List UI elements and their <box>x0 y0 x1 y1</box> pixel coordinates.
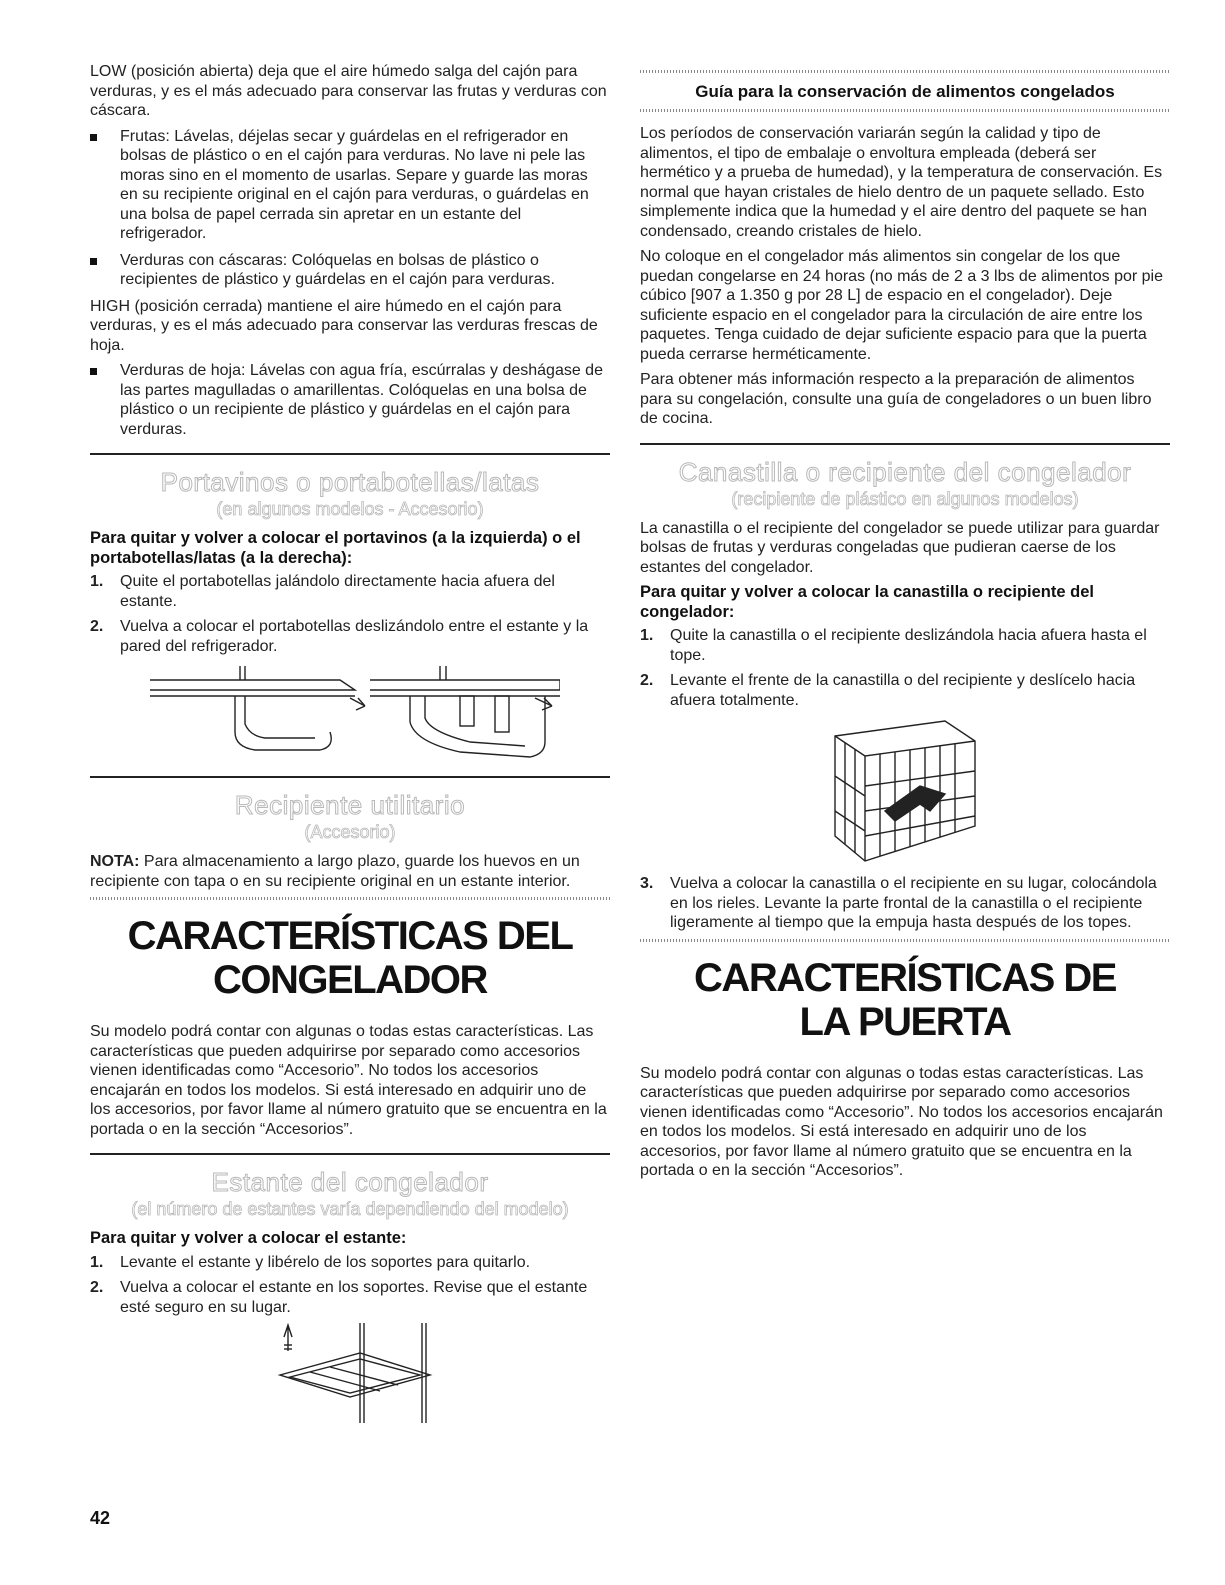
crisper-low-list <box>90 127 610 290</box>
freezer-features-intro: Su modelo podrá contar con algunas o todas estas características. Las características que pueden adquirirse por separado como accesorios vienen identificadas como “Accesorio”. No todos los accesorios encajarán en todos los modelos. Si está interesado en adquirir uno de los accesorios, por favor llame al número gratuito que se encuentra en la portada o en la sección “Accesorios”. <box>90 1023 607 1138</box>
freezer-basket-intro: La canastilla o el recipiente del congelador se puede utilizar para guardar bolsas de frutas y verduras congeladas que pudieran caerse de los estantes del congelador. <box>640 519 1160 576</box>
freezer-features-title: CARACTERÍSTICAS DEL CONGELADOR <box>127 914 573 1002</box>
list-item: 1. Quite el portabotellas jalándolo directamente hacia afuera del estante. <box>90 573 555 610</box>
utility-bin-title: Recipiente utilitario <box>234 790 466 820</box>
crisper-high-paragraph: HIGH (posición cerrada) mantiene el aire húmedo en el cajón para verduras, y es el más adecuado para conservar las verduras frescas de hoja. <box>90 297 598 354</box>
wine-rack-illustration <box>140 662 560 762</box>
freezer-shelf-instructions-heading: Para quitar y volver a colocar el estante: <box>90 1229 407 1247</box>
section-divider <box>640 443 1170 445</box>
list-item: 2. Vuelva a colocar el estante en los soportes. Revise que el estante esté seguro en su lugar. <box>90 1279 588 1316</box>
guide-paragraph: Los períodos de conservación variarán según la calidad y tipo de alimentos, el tipo de embalaje o envoltura empleada (deberá ser hermético y a prueba de humedad), y la temperatura de conservación. Es normal que hayan cristales de hielo dentro de un paquete sellado. Esto simplemente indica que la humedad y el aire dentro del paquete se han condensado, creando cristales de hielo. <box>640 125 1163 240</box>
dotted-divider <box>640 70 1170 73</box>
right-column <box>640 62 1170 1187</box>
section-divider <box>90 776 610 778</box>
list-item: 2. Vuelva a colocar el portabotellas deslizándolo entre el estante y la pared del refrigerador. <box>90 618 589 655</box>
freezer-basket-instructions-heading: Para quitar y volver a colocar la canastilla o recipiente del congelador: <box>640 583 1094 621</box>
door-features-intro: Su modelo podrá contar con algunas o todas estas características. Las características que pueden adquirirse por separado como accesorios vienen identificadas como “Accesorio”. No todos los accesorios encajarán en todos los modelos. Si está interesado en adquirir uno de los accesorios, por favor llame al número gratuito que se encuentra en la portada o en la sección “Accesorios”. <box>640 1064 1163 1179</box>
dotted-divider <box>640 939 1170 942</box>
freezer-basket-step-3 <box>640 874 1170 933</box>
list-item: Frutas: Lávelas, déjelas secar y guárdelas en el refrigerador en bolsas de plástico o en el cajón para verduras. No lave ni pele las moras sino en el momento de usarlas. Separe y guarde las moras en su recipiente original en el cajón para verduras, o guárdelas en una bolsa de papel cerrada sin apretar en un estante del refrigerador. <box>90 127 610 244</box>
dotted-divider <box>640 109 1170 112</box>
freezer-shelf-title: Estante del congelador <box>211 1167 489 1197</box>
section-divider <box>90 1153 610 1155</box>
utility-bin-note: NOTA: Para almacenamiento a largo plazo, guarde los huevos en un recipiente con tapa o en su recipiente original en un estante interior. <box>90 853 580 890</box>
wine-rack-instructions-heading: Para quitar y volver a colocar el portavinos (a la izquierda) o el portabotellas/latas (a la derecha): <box>90 529 581 567</box>
guide-paragraph: No coloque en el congelador más alimentos sin congelar de los que puedan congelarse en 24 horas (no más de 2 a 3 lbs de alimentos por pie cúbico [907 a 1.350 g por 28 L] de espacio en el congelador). Deje suficiente espacio en el congelador para la circulación de aire entre los paquetes. Tenga cuidado de dejar suficiente espacio para que la puerta pueda cerrarse herméticamente. <box>640 248 1164 363</box>
freezer-basket-subtitle: (recipiente de plástico en algunos modelos) <box>731 488 1079 509</box>
freezer-shelf-steps <box>90 1253 610 1318</box>
dotted-divider <box>90 897 610 900</box>
list-item: 1. Levante el estante y libérelo de los soportes para quitarlo. <box>90 1253 531 1271</box>
frozen-food-guide-title: Guía para la conservación de alimentos congelados <box>695 82 1115 101</box>
crisper-low-paragraph: LOW (posición abierta) deja que el aire húmedo salga del cajón para verduras, y es el más adecuado para conservar las frutas y verduras con cáscara. <box>90 63 607 119</box>
list-item: 3. Vuelva a colocar la canastilla o el recipiente en su lugar, colocándola en los rieles. Levante la parte frontal de la canastilla o el recipiente ligeramente al tiempo que la empuja hasta después de los topes. <box>640 875 1157 931</box>
freezer-basket-illustration <box>825 716 985 866</box>
crisper-high-list <box>90 361 610 439</box>
guide-paragraph: Para obtener más información respecto a la preparación de alimentos para su congelación, consulte una guía de congeladores o un buen libro de cocina. <box>640 371 1152 427</box>
wine-rack-title: Portavinos o portabotellas/latas <box>160 467 540 497</box>
freezer-basket-steps <box>640 626 1170 710</box>
list-item: 2. Levante el frente de la canastilla o del recipiente y deslícelo hacia afuera totalmente. <box>640 672 1136 709</box>
list-item: 1. Quite la canastilla o el recipiente deslizándola hacia afuera hasta el tope. <box>640 627 1147 664</box>
utility-bin-subtitle: (Accesorio) <box>304 822 396 842</box>
wine-rack-subtitle: (en algunos modelos - Accesorio) <box>216 499 484 519</box>
section-divider <box>90 453 610 455</box>
freezer-shelf-subtitle: (el número de estantes varía dependiendo del modelo) <box>131 1199 569 1219</box>
door-features-title: CARACTERÍSTICAS DE LA PUERTA <box>694 955 1116 1044</box>
left-column <box>90 62 610 1431</box>
freezer-shelf-illustration <box>250 1323 450 1423</box>
freezer-basket-title: Canastilla o recipiente del congelador <box>678 456 1132 487</box>
list-item: Verduras de hoja: Lávelas con agua fría, escúrralas y deshágase de las partes magulladas o amarillentas. Colóquelas en una bolsa de plástico o un recipiente de plástico y guárdelas en el cajón para verduras. <box>90 361 610 439</box>
wine-rack-steps <box>90 572 610 656</box>
page-number: 42 <box>90 1508 111 1528</box>
list-item: Verduras con cáscaras: Colóquelas en bolsas de plástico o recipientes de plástico y guárdelas en el cajón para verduras. <box>90 251 610 290</box>
